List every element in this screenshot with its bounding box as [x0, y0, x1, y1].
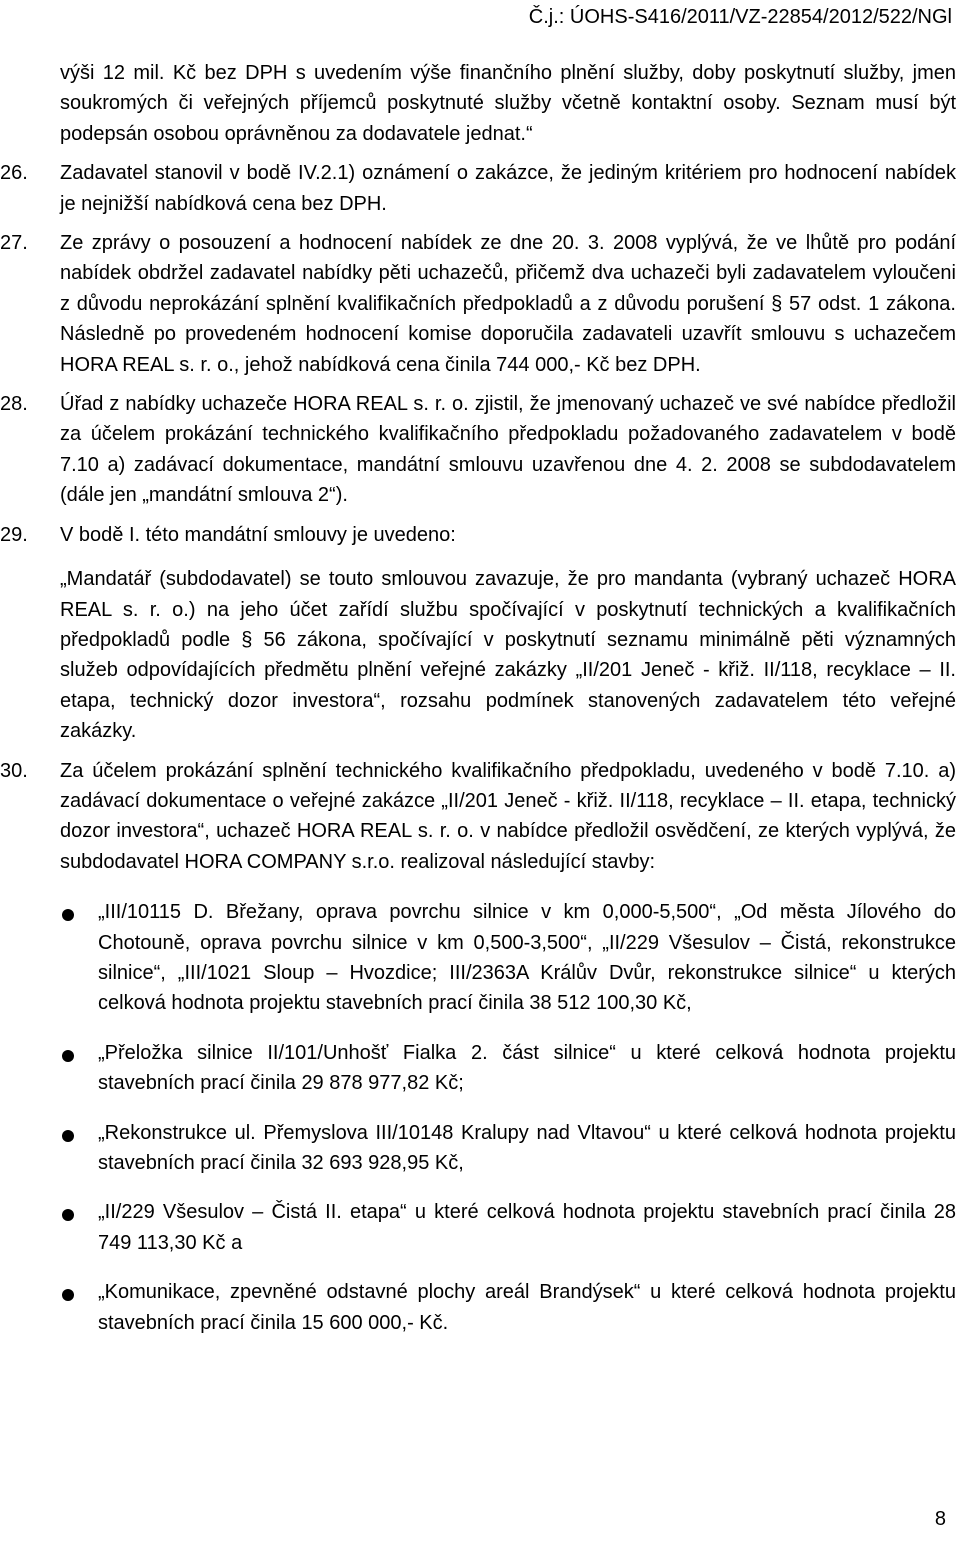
list-item: [0, 1038, 960, 1099]
list-item-text: „Přeložka silnice II/101/Unhošť Fialka 2. část silnice“ u které celková hodnota projektu stavebních prací činila 29 878 977,82 Kč;: [98, 1041, 956, 1095]
paragraph-text: Ze zprávy o posouzení a hodnocení nabídek ze dne 20. 3. 2008 vyplývá, že ve lhůtě pro podání nabídek obdržel zadavatel nabídky pěti uchazečů, přičemž dva uchazeči byli zadavatelem vyloučeni z důvodu neprokázání splnění kvalifikačních předpokladů a z důvodu porušení § 57 odst. 1 zákona. Následně po provedeném hodnocení komise doporučila zadavateli uzavřít smlouvu s uchazečem HORA REAL s. r. o., jehož nabídková cena činila 744 000,- Kč bez DPH.: [60, 232, 956, 376]
paragraph-28: [0, 389, 960, 511]
list-item: [0, 897, 960, 1019]
list-item: [0, 1277, 960, 1338]
bullet-icon: [62, 909, 74, 921]
paragraph-number: 26.: [0, 162, 28, 185]
bullet-icon: [62, 1130, 74, 1142]
page-number: 8: [934, 1508, 946, 1530]
construction-list: [0, 897, 960, 1338]
bullet-icon: [62, 1289, 74, 1301]
paragraph-text: V bodě I. této mandátní smlouvy je uvedeno:: [60, 523, 456, 546]
paragraph-number: 29.: [0, 523, 28, 546]
document-reference: Č.j.: ÚOHS-S416/2011/VZ-22854/2012/522/NGl: [528, 6, 952, 28]
list-item: [0, 1197, 960, 1258]
paragraph-27: [0, 228, 960, 380]
bullet-icon: [62, 1050, 74, 1062]
paragraph-text: Úřad z nabídky uchazeče HORA REAL s. r. o. zjistil, že jmenovaný uchazeč ve své nabídce předložil za účelem prokázání technického kvalifikačního předpokladu požadovaného zadavatelem v bodě 7.10 a) zadávací dokumentace, mandátní smlouvu uzavřenou dne 4. 2. 2008 se subdodavatelem (dále jen „mandátní smlouva 2“).: [60, 393, 956, 507]
paragraph-text: Zadavatel stanovil v bodě IV.2.1) oznámení o zakázce, že jediným kritériem pro hodnocení nabídek je nejnižší nabídková cena bez DPH.: [60, 162, 956, 215]
list-item-text: „III/10115 D. Břežany, oprava povrchu silnice v km 0,000-5,500“, „Od města Jílového do Chotouně, oprava povrchu silnice v km 0,500-3,500“, „II/229 Všesulov – Čistá, rekonstrukce silnice“, „III/1021 Sloup – Hvozdice; III/2363A Králův Dvůr, rekonstrukce silnice“ u kterých celková hodnota projektu stavebních prací činila 38 512 100,30 Kč,: [98, 901, 956, 1015]
paragraph-number: 28.: [0, 393, 28, 416]
list-item-text: „Rekonstrukce ul. Přemyslova III/10148 Kralupy nad Vltavou“ u které celková hodnota projektu stavebních prací činila 32 693 928,95 Kč,: [98, 1121, 956, 1174]
contract-quote: „Mandatář (subdodavatel) se touto smlouvou zavazuje, že pro mandanta (vybraný uchazeč HORA REAL s. r. o.) na jeho účet zařídí službu spočívající v poskytnutí technických a kvalifikačních předpokladů podle § 56 zákona, spočívající v poskytnutí seznamu minimálně pěti významných služeb odpovídajících předmětu plnění veřejné zakázky „II/201 Jeneč - křiž. II/118, recyklace – II. etapa, technický dozor investora“, rozsahu podmínek stanovených zadavatelem této veřejné zakázky.: [60, 568, 956, 743]
bullet-icon: [62, 1209, 74, 1221]
paragraph-number: 30.: [0, 759, 28, 782]
list-item-text: „Komunikace, zpevněné odstavné plochy areál Brandýsek“ u které celková hodnota projektu stavebních prací činila 15 600 000,- Kč.: [98, 1281, 956, 1334]
continuation-text: výši 12 mil. Kč bez DPH s uvedením výše finančního plnění služby, doby poskytnutí služby, jmen soukromých či veřejných příjemců poskytnuté služby včetně kontaktní osoby. Seznam musí být podepsán osobou oprávněnou za dodavatele jednat.“: [60, 62, 956, 145]
list-item-text: „II/229 Všesulov – Čistá II. etapa“ u které celková hodnota projektu stavebních prací činila 28 749 113,30 Kč a: [98, 1201, 956, 1254]
paragraph-30: [0, 756, 960, 878]
document-body: [0, 58, 960, 1357]
paragraph-number: 27.: [0, 232, 28, 255]
paragraph-29: [0, 520, 960, 550]
list-item: [0, 1118, 960, 1179]
paragraph-text: Za účelem prokázání splnění technického kvalifikačního předpokladu, uvedeného v bodě 7.10. a) zadávací dokumentace o veřejné zakázce „II/201 Jeneč - křiž. II/118, recyklace – II. etapa, technický dozor investora“, uchazeč HORA REAL s. r. o. v nabídce předložil osvědčení, ze kterých vyplývá, že subdodavatel HORA COMPANY s.r.o. realizoval následující stavby:: [60, 759, 956, 873]
paragraph-26: [0, 158, 960, 219]
